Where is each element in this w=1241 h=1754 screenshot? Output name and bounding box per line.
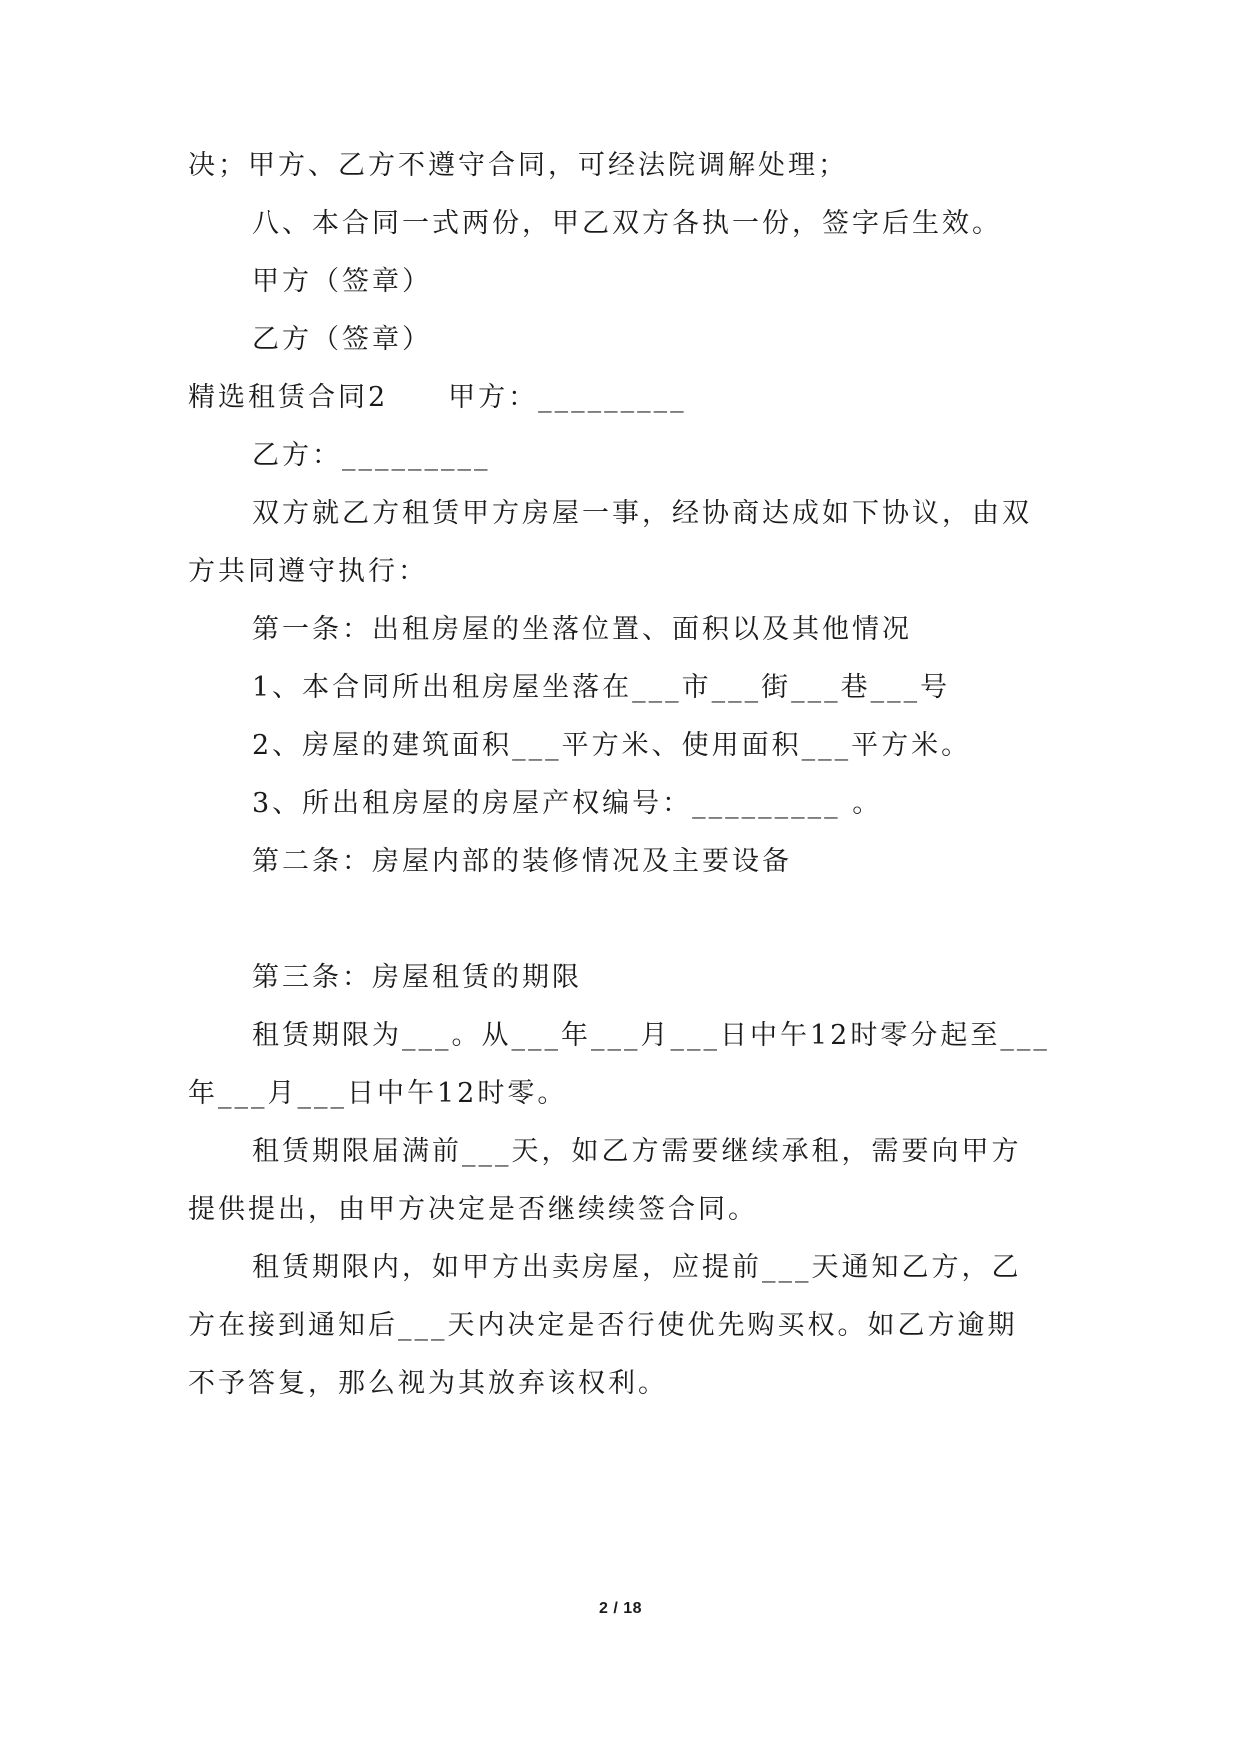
paragraph-line: 提供提出，由甲方决定是否继续续签合同。	[188, 1194, 758, 1225]
contract-title-line: 精选租赁合同2 甲方：_________	[188, 382, 687, 413]
article-heading: 第一条：出租房屋的坐落位置、面积以及其他情况	[252, 614, 912, 645]
paragraph-line: 方共同遵守执行：	[188, 556, 428, 587]
paragraph-line: 双方就乙方租赁甲方房屋一事，经协商达成如下协议，由双	[252, 498, 1032, 529]
signature-line-party-b: 乙方（签章）	[252, 324, 432, 355]
paragraph-line: 不予答复，那么视为其放弃该权利。	[188, 1368, 668, 1399]
paragraph-line: 方在接到通知后___天内决定是否行使优先购买权。如乙方逾期	[188, 1310, 1018, 1341]
clause-item: 2、房屋的建筑面积___平方米、使用面积___平方米。	[252, 730, 972, 761]
paragraph-line: 年___月___日中午12时零。	[188, 1078, 568, 1109]
paragraph-line: 八、本合同一式两份，甲乙双方各执一份，签字后生效。	[252, 208, 1002, 239]
clause-item: 3、所出租房屋的房屋产权编号：_________ 。	[252, 788, 883, 819]
paragraph-line: 决；甲方、乙方不遵守合同，可经法院调解处理；	[188, 150, 848, 181]
paragraph-line: 租赁期限为___。从___年___月___日中午12时零分起至___	[252, 1020, 1050, 1051]
paragraph-line: 租赁期限届满前___天，如乙方需要继续承租，需要向甲方	[252, 1136, 1022, 1167]
article-heading: 第三条：房屋租赁的期限	[252, 962, 582, 993]
page-number: 2 / 18	[598, 1600, 643, 1617]
party-b-line: 乙方：_________	[252, 440, 491, 471]
paragraph-line: 租赁期限内，如甲方出卖房屋，应提前___天通知乙方，乙	[252, 1252, 1022, 1283]
signature-line-party-a: 甲方（签章）	[252, 266, 432, 297]
article-heading: 第二条：房屋内部的装修情况及主要设备	[252, 846, 792, 877]
clause-item: 1、本合同所出租房屋坐落在___市___街___巷___号	[252, 672, 951, 703]
